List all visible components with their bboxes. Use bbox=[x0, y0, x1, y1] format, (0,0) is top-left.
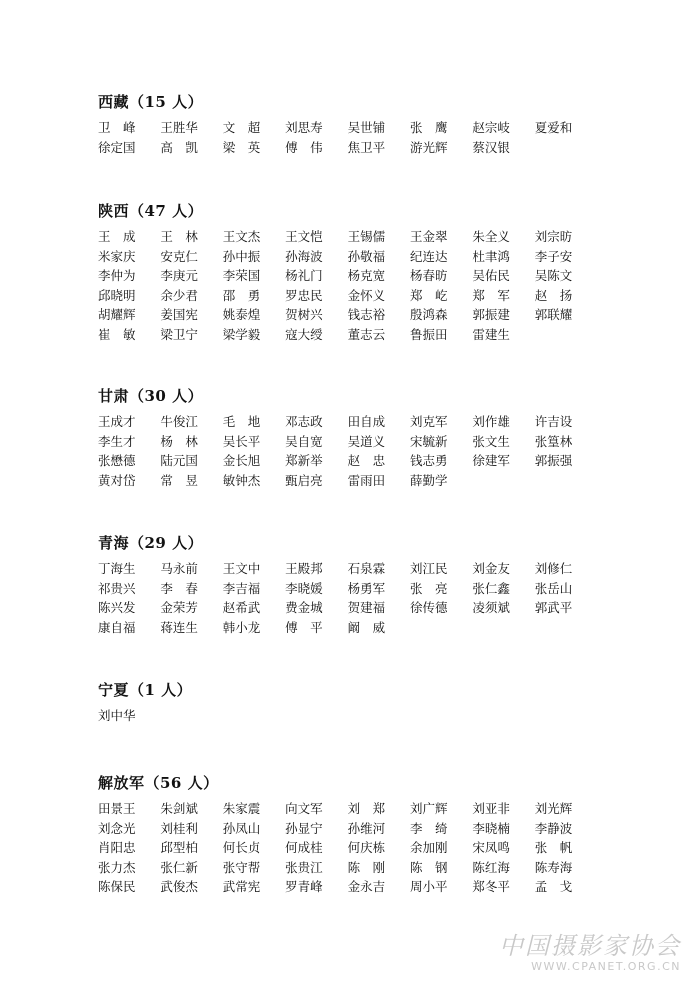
member-name: 康自福 bbox=[98, 619, 136, 635]
member-name: 吴陈文 bbox=[534, 268, 573, 284]
member-name: 王殿邦 bbox=[285, 561, 323, 576]
member-name: 殷鸿森 bbox=[409, 307, 448, 323]
region-section bbox=[98, 533, 598, 637]
member-name: 赵希武 bbox=[222, 600, 261, 616]
member-name: 刘克军 bbox=[409, 414, 448, 429]
member-name: 陆元国 bbox=[160, 453, 198, 469]
member-name: 徐定国 bbox=[98, 139, 136, 155]
member-name: 罗忠民 bbox=[285, 287, 323, 303]
member-name: 徐传德 bbox=[409, 600, 448, 616]
member-name: 孙凤山 bbox=[222, 820, 261, 836]
member-name: 李吉福 bbox=[222, 580, 261, 596]
member-name: 田自成 bbox=[347, 414, 386, 429]
member-name: 鲁振田 bbox=[409, 326, 448, 342]
member-name: 凌须斌 bbox=[472, 600, 510, 616]
member-name: 邱型柏 bbox=[160, 840, 198, 856]
member-name: 梁卫宁 bbox=[160, 326, 198, 342]
member-name: 刘金友 bbox=[472, 561, 510, 576]
member-name: 敏钟杰 bbox=[222, 472, 261, 488]
region-section bbox=[98, 773, 598, 897]
member-name: 杨春昉 bbox=[409, 268, 448, 284]
member-name: 傅 平 bbox=[285, 619, 323, 635]
member-name: 张守帮 bbox=[222, 859, 261, 875]
member-name: 孙显宁 bbox=[285, 820, 323, 836]
member-name: 李生才 bbox=[98, 433, 136, 449]
member-name: 金长旭 bbox=[222, 453, 261, 469]
member-name: 王锡儒 bbox=[347, 229, 386, 244]
member-name: 郑 军 bbox=[472, 287, 510, 303]
member-name-list bbox=[98, 412, 598, 490]
member-name: 钱志裕 bbox=[347, 307, 386, 323]
member-name: 郑冬平 bbox=[472, 879, 510, 895]
member-name: 姜国宪 bbox=[160, 307, 198, 323]
member-name: 张岳山 bbox=[534, 580, 573, 596]
member-name: 蒋连生 bbox=[160, 619, 198, 635]
member-name: 王文中 bbox=[222, 561, 261, 576]
member-name: 丁海生 bbox=[98, 561, 136, 576]
member-name: 宋毓新 bbox=[409, 433, 448, 449]
member-name: 吴长平 bbox=[222, 433, 261, 449]
region-title: 甘肃（30 人） bbox=[98, 387, 204, 405]
member-name: 田景王 bbox=[98, 801, 136, 816]
member-name: 向文军 bbox=[285, 801, 323, 816]
member-name: 韩小龙 bbox=[222, 619, 261, 635]
member-name: 陈红海 bbox=[472, 859, 510, 875]
member-name: 郭振强 bbox=[534, 453, 573, 469]
member-name: 寇大绶 bbox=[285, 326, 323, 342]
member-name: 孟 戈 bbox=[534, 879, 573, 895]
member-name: 刘江民 bbox=[409, 561, 448, 576]
member-name: 孙敬福 bbox=[347, 248, 386, 264]
member-name: 刘亚非 bbox=[472, 801, 510, 816]
member-name: 刘桂利 bbox=[160, 820, 198, 836]
member-name: 王成才 bbox=[98, 414, 136, 429]
member-name: 周小平 bbox=[409, 879, 448, 895]
member-name: 王金翠 bbox=[409, 229, 448, 244]
member-name: 刘念光 bbox=[98, 820, 136, 836]
member-name-list bbox=[98, 799, 598, 897]
member-name: 罗青峰 bbox=[285, 879, 323, 895]
member-name: 崔 敏 bbox=[98, 326, 136, 342]
member-name: 李 春 bbox=[160, 580, 198, 596]
member-name-list bbox=[98, 227, 598, 345]
member-name: 李晓媛 bbox=[285, 580, 323, 596]
member-name: 武俊杰 bbox=[160, 879, 198, 895]
member-name: 张贵江 bbox=[285, 859, 323, 875]
region-section bbox=[98, 92, 598, 157]
member-name: 陈寿海 bbox=[534, 859, 573, 875]
region-title: 青海（29 人） bbox=[98, 534, 204, 552]
member-name: 杨礼门 bbox=[285, 268, 323, 284]
member-name: 邵 勇 bbox=[222, 287, 261, 303]
member-name: 余加刚 bbox=[409, 840, 448, 856]
member-name: 甄启亮 bbox=[285, 472, 323, 488]
member-name: 张 亮 bbox=[409, 580, 448, 596]
watermark-url: WWW.CPANET.ORG.CN bbox=[531, 960, 681, 973]
member-name: 李 绮 bbox=[409, 820, 448, 836]
member-name-list bbox=[98, 706, 598, 726]
member-name: 陈 刚 bbox=[347, 859, 386, 875]
member-name: 黄对岱 bbox=[98, 472, 136, 488]
member-name: 张 鹰 bbox=[409, 120, 448, 135]
member-name: 杜聿鸿 bbox=[472, 248, 510, 264]
region-section bbox=[98, 680, 598, 726]
member-name: 米家庆 bbox=[98, 248, 136, 264]
member-name: 刘广辉 bbox=[409, 801, 448, 816]
member-name: 赵 忠 bbox=[347, 453, 386, 469]
member-name: 梁学毅 bbox=[222, 326, 261, 342]
member-name: 祁贵兴 bbox=[98, 580, 136, 596]
member-name: 张文生 bbox=[472, 433, 510, 449]
member-name: 张仁新 bbox=[160, 859, 198, 875]
region-title: 宁夏（1 人） bbox=[98, 681, 193, 699]
member-name: 傅 伟 bbox=[285, 139, 323, 155]
member-name: 安克仁 bbox=[160, 248, 198, 264]
member-name: 吴佑民 bbox=[472, 268, 510, 284]
member-name: 杨克宽 bbox=[347, 268, 386, 284]
member-name: 孙海波 bbox=[285, 248, 323, 264]
member-name: 张懋德 bbox=[98, 453, 136, 469]
member-name: 刘思寿 bbox=[285, 120, 323, 135]
member-name-list bbox=[98, 118, 598, 157]
member-name: 孙中振 bbox=[222, 248, 261, 264]
region-section bbox=[98, 386, 598, 490]
member-name: 刘中华 bbox=[98, 708, 136, 723]
member-name: 刘 郑 bbox=[347, 801, 386, 816]
member-name: 董志云 bbox=[347, 326, 386, 342]
member-name: 吴自宽 bbox=[285, 433, 323, 449]
member-name: 李荣国 bbox=[222, 268, 261, 284]
member-name: 蔡汉银 bbox=[472, 139, 510, 155]
member-name: 王文恺 bbox=[285, 229, 323, 244]
member-name: 李仲为 bbox=[98, 268, 136, 284]
member-name: 金永吉 bbox=[347, 879, 386, 895]
member-name: 刘作雄 bbox=[472, 414, 510, 429]
member-name: 金怀义 bbox=[347, 287, 386, 303]
member-name: 阚 威 bbox=[347, 619, 386, 635]
member-name: 郑新举 bbox=[285, 453, 323, 469]
member-name: 孙维河 bbox=[347, 820, 386, 836]
member-name: 马永前 bbox=[160, 561, 198, 576]
member-name: 毛 地 bbox=[222, 414, 261, 429]
member-name: 雷建生 bbox=[472, 326, 510, 342]
member-name: 张力杰 bbox=[98, 859, 136, 875]
member-name: 宋凤鸣 bbox=[472, 840, 510, 856]
member-name: 梁 英 bbox=[222, 139, 261, 155]
member-name: 徐建军 bbox=[472, 453, 510, 469]
member-name: 李庚元 bbox=[160, 268, 198, 284]
member-name: 王胜华 bbox=[160, 120, 198, 135]
watermark-title: 中国摄影家协会 bbox=[499, 932, 681, 960]
member-name: 朱剑斌 bbox=[160, 801, 198, 816]
member-name: 胡耀辉 bbox=[98, 307, 136, 323]
member-name: 吴世铺 bbox=[347, 120, 386, 135]
member-name: 何长贞 bbox=[222, 840, 261, 856]
member-name: 夏爱和 bbox=[534, 120, 573, 135]
member-name: 陈 钢 bbox=[409, 859, 448, 875]
member-name: 赵宗岐 bbox=[472, 120, 510, 135]
member-name: 李静波 bbox=[534, 820, 573, 836]
member-name: 石泉霖 bbox=[347, 561, 386, 576]
member-name: 朱全义 bbox=[472, 229, 510, 244]
member-name: 常 昱 bbox=[160, 472, 198, 488]
member-name: 邱晓明 bbox=[98, 287, 136, 303]
region-section bbox=[98, 201, 598, 345]
member-name: 张篁林 bbox=[534, 433, 573, 449]
member-name: 陈保民 bbox=[98, 879, 136, 895]
region-title: 西藏（15 人） bbox=[98, 93, 204, 111]
member-name: 文 超 bbox=[222, 120, 261, 135]
member-name: 郑 屹 bbox=[409, 287, 448, 303]
member-name: 许吉设 bbox=[534, 414, 573, 429]
region-title: 陕西（47 人） bbox=[98, 202, 204, 220]
member-name: 薛勤学 bbox=[409, 472, 448, 488]
region-title: 解放军（56 人） bbox=[98, 774, 219, 792]
member-name: 武常宪 bbox=[222, 879, 261, 895]
member-name: 王 成 bbox=[98, 229, 136, 244]
member-name: 金荣芳 bbox=[160, 600, 198, 616]
member-name: 钱志勇 bbox=[409, 453, 448, 469]
member-name: 张 帆 bbox=[534, 840, 573, 856]
member-name: 牛俊江 bbox=[160, 414, 198, 429]
member-name: 郭联耀 bbox=[534, 307, 573, 323]
member-name: 肖阳忠 bbox=[98, 840, 136, 856]
member-name: 贺建福 bbox=[347, 600, 386, 616]
member-name: 王文杰 bbox=[222, 229, 261, 244]
member-name: 余少君 bbox=[160, 287, 198, 303]
member-name: 赵 扬 bbox=[534, 287, 573, 303]
member-name: 雷雨田 bbox=[347, 472, 386, 488]
member-name: 杨 林 bbox=[160, 433, 198, 449]
member-name: 刘修仁 bbox=[534, 561, 573, 576]
member-name: 王 林 bbox=[160, 229, 198, 244]
member-name: 吴道义 bbox=[347, 433, 386, 449]
member-name: 何成桂 bbox=[285, 840, 323, 856]
member-name: 贺树兴 bbox=[285, 307, 323, 323]
member-name: 李子安 bbox=[534, 248, 573, 264]
member-name: 陈兴发 bbox=[98, 600, 136, 616]
member-name: 焦卫平 bbox=[347, 139, 386, 155]
member-name: 李晓楠 bbox=[472, 820, 510, 836]
member-name: 刘光辉 bbox=[534, 801, 573, 816]
watermark bbox=[469, 932, 681, 980]
member-name: 杨勇军 bbox=[347, 580, 386, 596]
member-name: 刘宗昉 bbox=[534, 229, 573, 244]
member-name: 卫 峰 bbox=[98, 120, 136, 135]
member-name: 朱家震 bbox=[222, 801, 261, 816]
member-name: 何庆栋 bbox=[347, 840, 386, 856]
member-name: 纪连达 bbox=[409, 248, 448, 264]
member-name: 邓志政 bbox=[285, 414, 323, 429]
member-name: 张仁鑫 bbox=[472, 580, 510, 596]
member-name-list bbox=[98, 559, 598, 637]
member-name: 郭振建 bbox=[472, 307, 510, 323]
member-name: 高 凯 bbox=[160, 139, 198, 155]
member-name: 郭武平 bbox=[534, 600, 573, 616]
member-name: 姚泰煌 bbox=[222, 307, 261, 323]
member-name: 费金城 bbox=[285, 600, 323, 616]
member-name: 游光辉 bbox=[409, 139, 448, 155]
